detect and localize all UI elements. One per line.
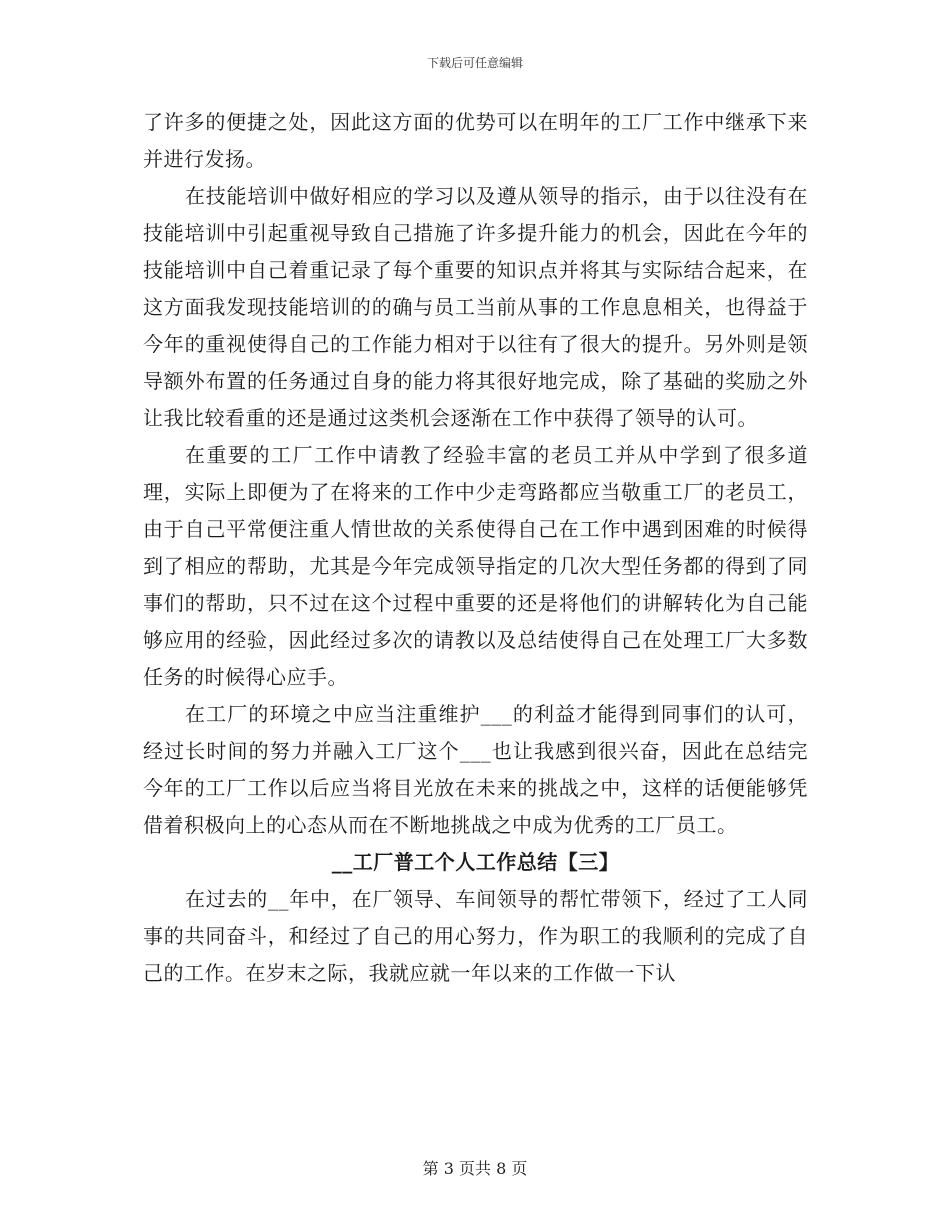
paragraph-workplace-environment: 在工厂的环境之中应当注重维护___的利益才能得到同事们的认可，经过长时间的努力并融入工厂这个___也让我感到很兴奋，因此在总结完今年的工厂工作以后应当将目光放在未来的挑战之中，这样的话便能够凭借着积极向上的心态从而在不断地挑战之中成为优秀的工厂员工。 xyxy=(143,702,808,837)
page-footer: 第 3 页共 8 页 xyxy=(422,1159,528,1178)
page-header: 下载后可任意编辑 xyxy=(426,56,523,70)
section-title: __工厂普工个人工作总结【三】 xyxy=(331,850,620,874)
paragraph-senior-staff: 在重要的工厂工作中请教了经验丰富的老员工并从中学到了很多道理，实际上即便为了在将来的工作中少走弯路都应当敬重工厂的老员工，由于自己平常便注重人情世故的关系使得自己在工作中遇到困难的时候得到了相应的帮助，尤其是今年完成领导指定的几次大型任务都的得到了同事们的帮助，只不过在这个过程中重要的还是将他们的讲解转化为自己能够应用的经验，因此经过多次的请教以及总结使得自己在处理工厂大多数任务的时候得心应手。 xyxy=(143,443,808,689)
paragraph-section-intro: 在过去的__年中，在厂领导、车间领导的帮忙带领下，经过了工人同事的共同奋斗，和经过了自己的用心努力，作为职工的我顺利的完成了自己的工作。在岁末之际，我就应就一年以来的工作做一下认 xyxy=(143,887,808,985)
paragraph-skills-training: 在技能培训中做好相应的学习以及遵从领导的指示，由于以往没有在技能培训中引起重视导致自己措施了许多提升能力的机会，因此在今年的技能培训中自己着重记录了每个重要的知识点并将其与实际结合起来，在这方面我发现技能培训的的确与员工当前从事的工作息息相关，也得益于今年的重视使得自己的工作能力相对于以往有了很大的提升。另外则是领导额外布置的任务通过自身的能力将其很好地完成，除了基础的奖励之外让我比较看重的还是通过这类机会逐渐在工作中获得了领导的认可。 xyxy=(143,184,808,430)
paragraph-continuation: 了许多的便捷之处，因此这方面的优势可以在明年的工厂工作中继承下来并进行发扬。 xyxy=(143,110,808,171)
document-body xyxy=(143,104,808,992)
